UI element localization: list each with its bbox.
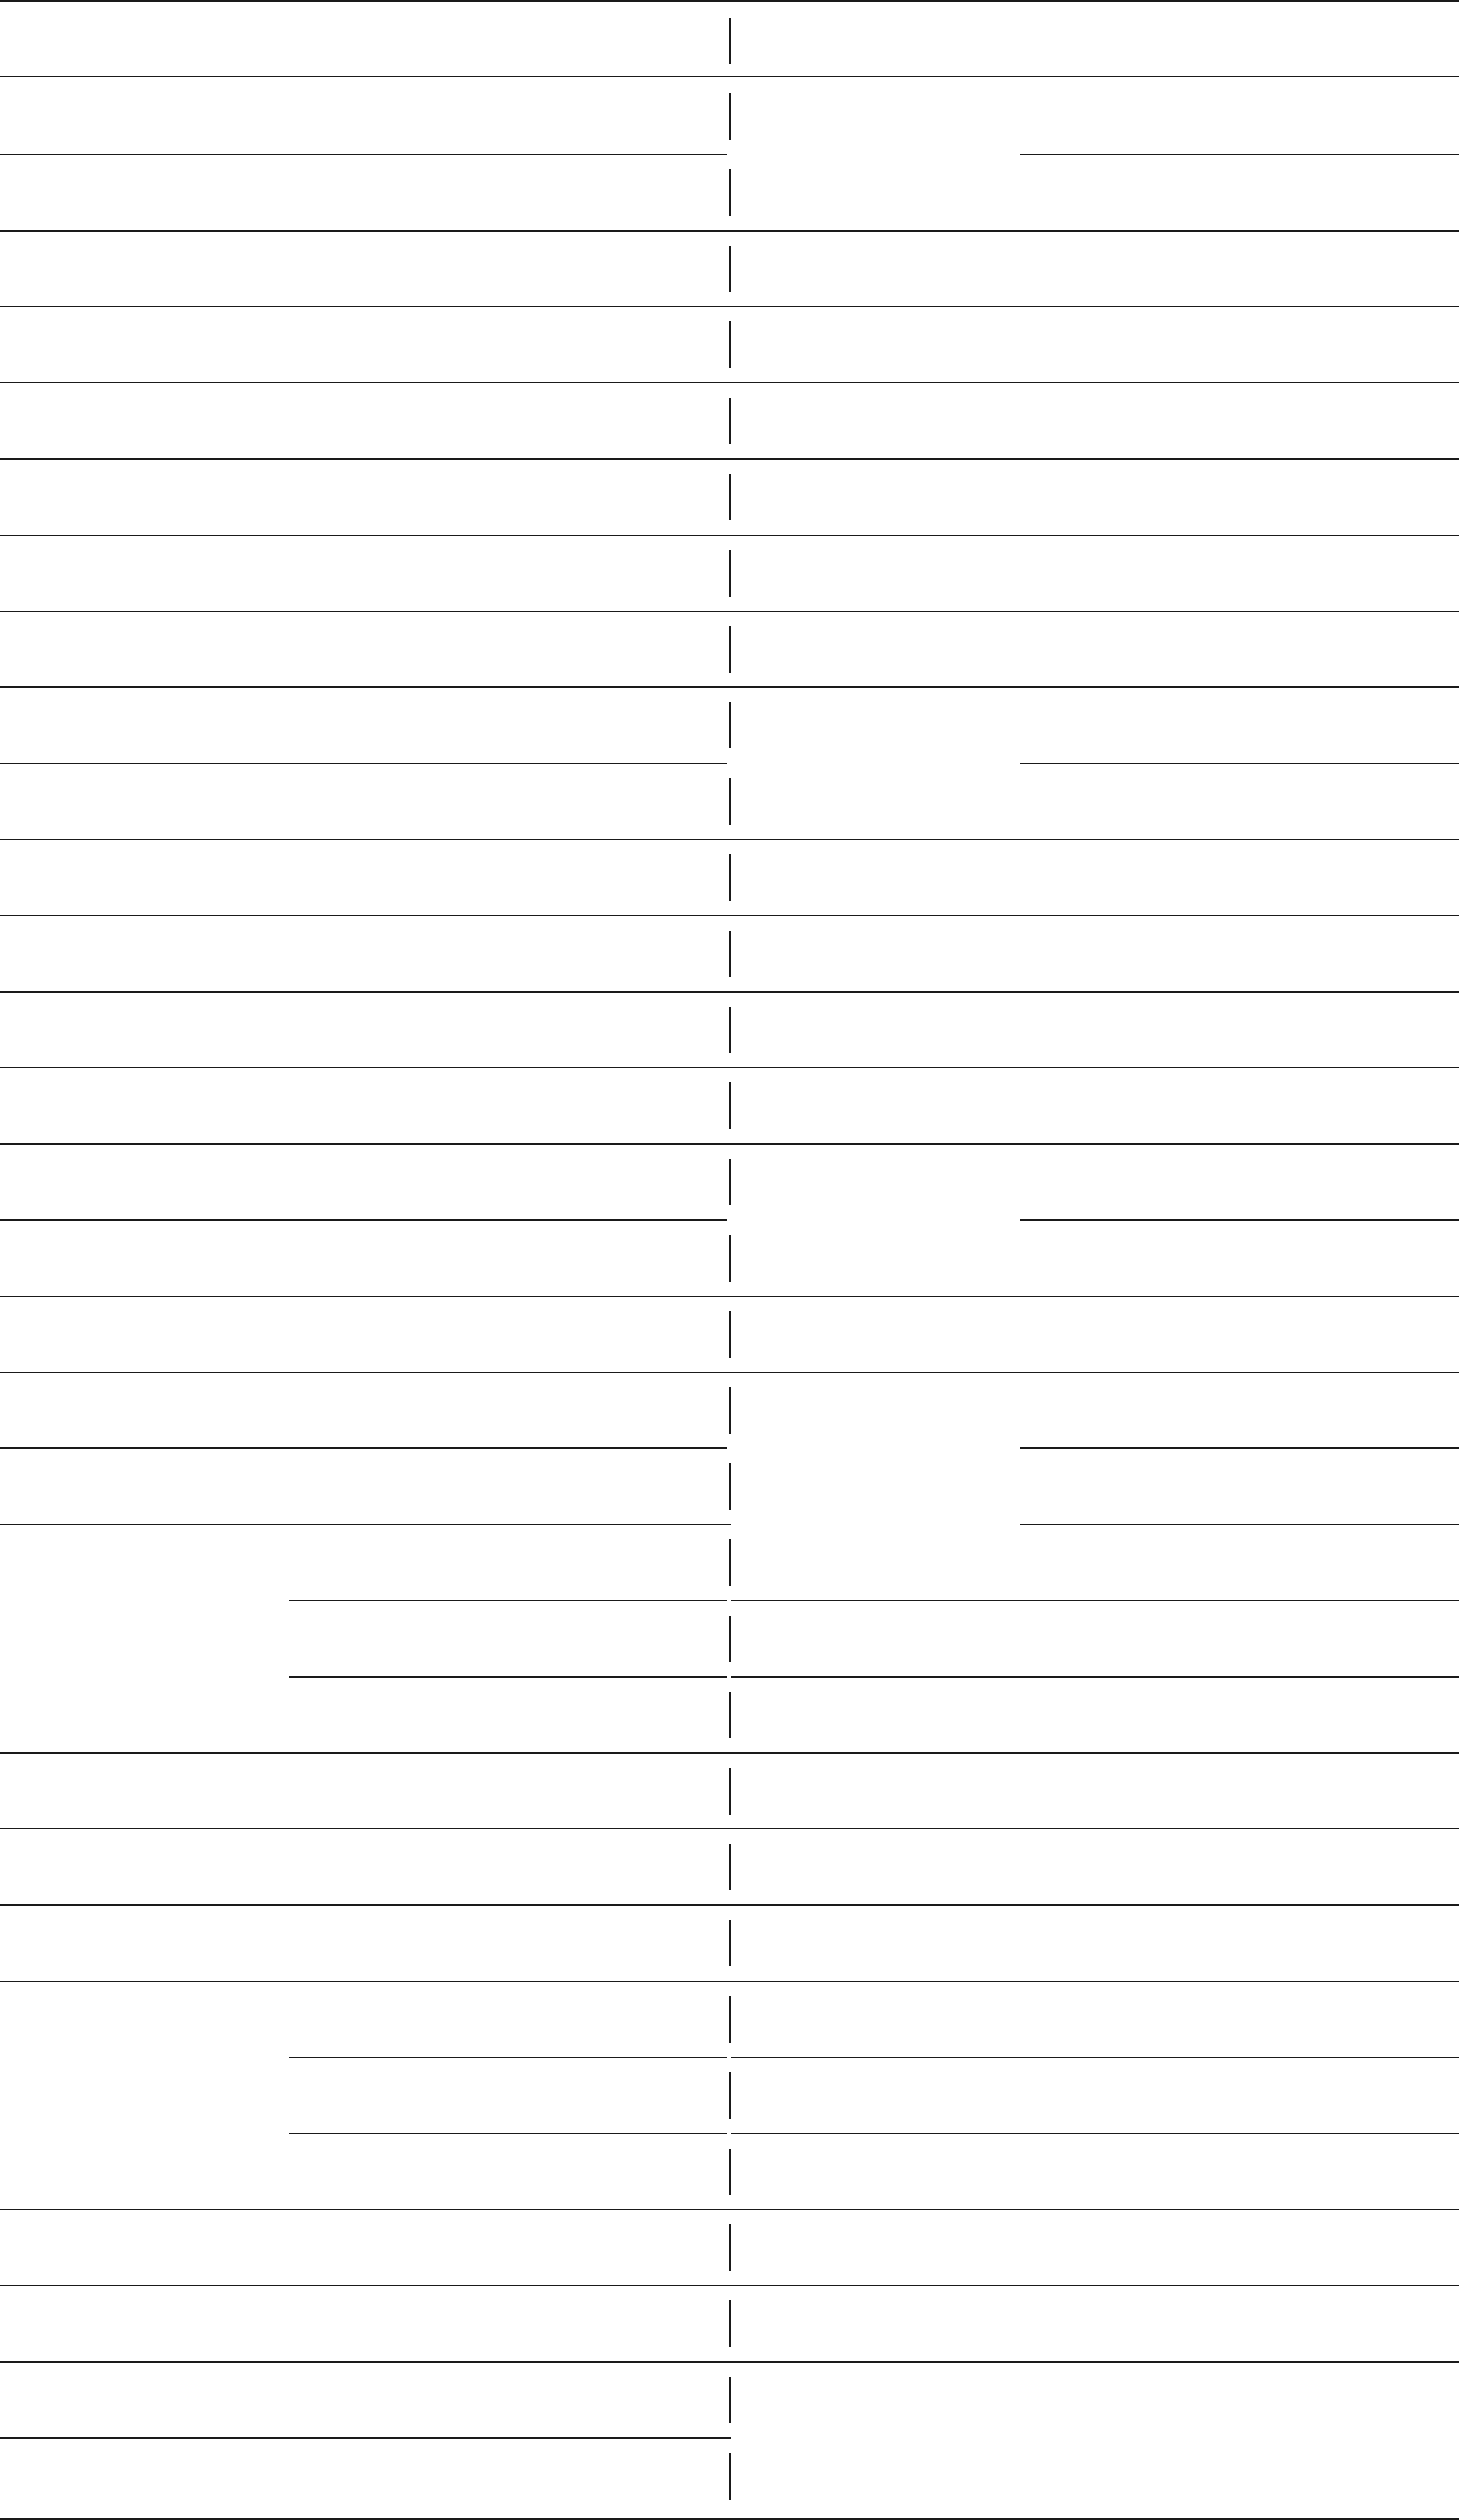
right-row-rule bbox=[731, 1904, 1459, 1906]
half-divider bbox=[729, 246, 731, 292]
right-row-rule bbox=[731, 1981, 1459, 1982]
left-row-rule bbox=[0, 2209, 731, 2210]
left-row-rule bbox=[0, 2361, 731, 2363]
right-row-rule bbox=[731, 1828, 1459, 1829]
left-row-rule bbox=[0, 458, 731, 460]
top-rule bbox=[0, 0, 1459, 2]
right-row-rule bbox=[731, 1600, 1459, 1601]
left-row-rule bbox=[0, 611, 731, 612]
half-divider bbox=[729, 1387, 731, 1434]
right-sub-rule bbox=[1020, 1219, 1459, 1221]
half-divider bbox=[729, 1920, 731, 1966]
right-sub-rule bbox=[1020, 763, 1459, 764]
left-row-rule bbox=[0, 1067, 731, 1068]
left-sub-rule bbox=[289, 1600, 727, 1601]
right-sub-rule bbox=[1020, 154, 1459, 155]
left-row-rule bbox=[0, 1828, 731, 1829]
half-divider bbox=[729, 1539, 731, 1586]
right-row-rule bbox=[731, 1676, 1459, 1678]
half-divider bbox=[729, 321, 731, 368]
left-sub-rule bbox=[289, 1676, 727, 1678]
left-row-rule bbox=[0, 1524, 731, 1525]
left-row-rule bbox=[0, 1447, 727, 1449]
half-divider bbox=[729, 1463, 731, 1510]
right-row-rule bbox=[731, 1143, 1459, 1145]
right-row-rule bbox=[731, 382, 1459, 383]
right-row-rule bbox=[731, 611, 1459, 612]
half-divider bbox=[729, 1768, 731, 1815]
right-row-rule bbox=[731, 991, 1459, 993]
left-row-rule bbox=[0, 1296, 731, 1297]
half-divider bbox=[729, 854, 731, 901]
right-row-rule bbox=[731, 2057, 1459, 2058]
half-divider bbox=[729, 2300, 731, 2347]
half-divider bbox=[729, 1082, 731, 1129]
header-rule bbox=[0, 76, 1459, 77]
right-row-rule bbox=[731, 915, 1459, 916]
half-divider bbox=[729, 2377, 731, 2423]
right-row-rule bbox=[731, 686, 1459, 688]
left-row-rule bbox=[0, 1143, 731, 1145]
half-divider bbox=[729, 2453, 731, 2500]
right-row-rule bbox=[731, 1372, 1459, 1373]
half-divider bbox=[729, 626, 731, 673]
left-row-rule bbox=[0, 991, 731, 993]
left-row-rule bbox=[0, 686, 731, 688]
left-row-rule bbox=[0, 1981, 731, 1982]
half-divider bbox=[729, 702, 731, 748]
half-divider bbox=[729, 1692, 731, 1738]
left-sub-rule bbox=[289, 2057, 727, 2058]
left-row-rule bbox=[0, 230, 731, 232]
half-divider bbox=[729, 398, 731, 444]
header-divider bbox=[729, 18, 731, 64]
right-row-rule bbox=[731, 1752, 1459, 1754]
right-row-rule bbox=[731, 2209, 1459, 2210]
right-row-rule bbox=[731, 2133, 1459, 2134]
left-row-rule bbox=[0, 306, 731, 307]
left-row-rule bbox=[0, 763, 727, 764]
half-divider bbox=[729, 1616, 731, 1662]
right-sub-rule bbox=[1020, 1524, 1459, 1525]
half-divider bbox=[729, 550, 731, 597]
left-row-rule bbox=[0, 1752, 731, 1754]
right-row-rule bbox=[731, 535, 1459, 536]
half-divider bbox=[729, 1159, 731, 1205]
left-row-rule bbox=[0, 382, 731, 383]
left-row-rule bbox=[0, 154, 727, 155]
half-divider bbox=[729, 93, 731, 140]
left-row-rule bbox=[0, 915, 731, 916]
left-row-rule bbox=[0, 1904, 731, 1906]
left-sub-rule bbox=[289, 2133, 727, 2134]
half-divider bbox=[729, 778, 731, 825]
half-divider bbox=[729, 2072, 731, 2119]
half-divider bbox=[729, 1235, 731, 1282]
left-row-rule bbox=[0, 839, 731, 840]
half-divider bbox=[729, 1311, 731, 1358]
half-divider bbox=[729, 1996, 731, 2043]
half-divider bbox=[729, 2149, 731, 2195]
half-divider bbox=[729, 1007, 731, 1053]
left-row-rule bbox=[0, 535, 731, 536]
right-row-rule bbox=[731, 1067, 1459, 1068]
right-row-rule bbox=[731, 306, 1459, 307]
half-divider bbox=[729, 169, 731, 216]
half-divider bbox=[729, 1844, 731, 1890]
left-row-rule bbox=[0, 2437, 731, 2439]
right-row-rule bbox=[731, 839, 1459, 840]
right-row-rule bbox=[731, 2361, 1459, 2363]
left-row-rule bbox=[0, 1372, 731, 1373]
half-divider bbox=[729, 474, 731, 520]
left-row-rule bbox=[0, 1219, 727, 1221]
right-row-rule bbox=[731, 230, 1459, 232]
half-divider bbox=[729, 2224, 731, 2271]
half-divider bbox=[729, 931, 731, 977]
left-row-rule bbox=[0, 2285, 731, 2286]
right-row-rule bbox=[731, 2285, 1459, 2286]
right-sub-rule bbox=[1020, 1447, 1459, 1449]
right-row-rule bbox=[731, 458, 1459, 460]
right-row-rule bbox=[731, 1296, 1459, 1297]
